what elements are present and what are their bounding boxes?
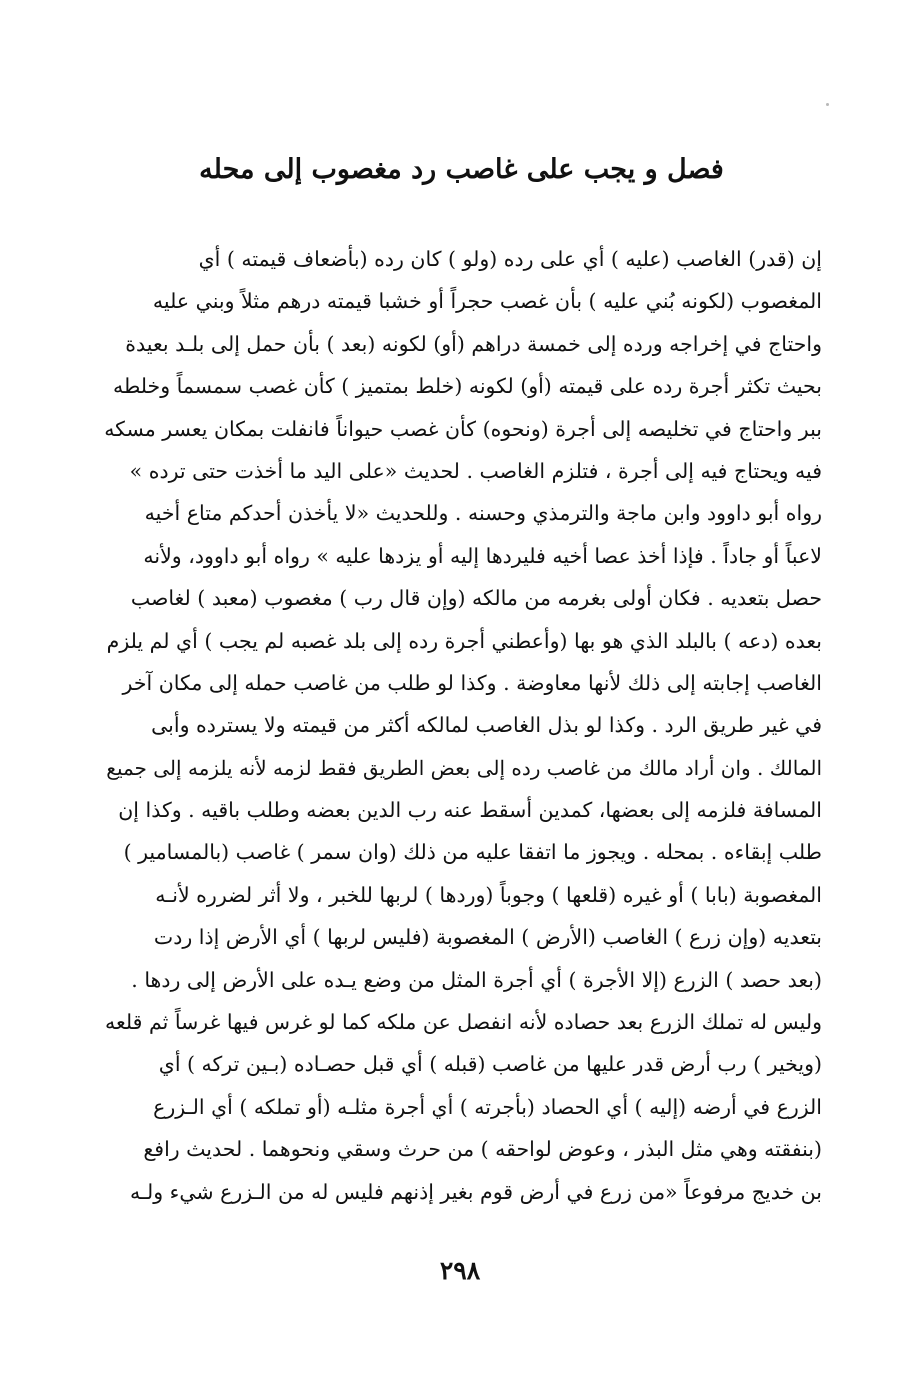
text-line: وليس له تملك الزرع بعد حصاده لأنه انفصل عن ملكه كما لو غرس فيها غرساً ثم قلعه [105,1010,822,1035]
text-line: في غير طريق الرد . وكذا لو بذل الغاصب لمالكه أكثر من قيمته ولا يسترده وأبى [151,713,822,738]
text-line: لاعباً أو جاداً . فإذا أخذ عصا أخيه فليردها إليه أو يزدها عليه » رواه أبو داوود، ولأنه [143,543,822,568]
text-line: بتعديه (وإن زرع ) الغاصب (الأرض ) المغصوبة (فليس لربها ) أي الأرض إذا ردت [153,925,822,950]
text-line: بحيث تكثر أجرة رده على قيمته (أو) لكونه (خلط بمتميز ) كأن غصب سمسماً وخلطه [112,374,822,399]
section-heading: فصل و يجب على غاصب رد مغصوب إلى محله [199,154,724,185]
text-line: (ويخير ) رب أرض قدر عليها من غاصب (قبله ) أي قبل حصـاده (بـين تركه ) أي [158,1052,822,1077]
text-line: (بعد حصد ) الزرع (إلا الأجرة ) أي أجرة المثل من وضع يـده على الأرض إلى ردها . [131,967,822,992]
text-line: طلب إبقاءه . بمحله . ويجوز ما اتفقا عليه من ذلك (وان سمر ) غاصب (بالمسامير ) [123,840,822,865]
text-line: إن (قدر) الغاصب (عليه ) أي على رده (ولو ) كان رده (بأضعاف قيمته ) أي [198,247,822,271]
page-number: ٢٩٨ [439,1256,481,1285]
text-line: المسافة فلزمه إلى بعضها، كمدين أسقط عنه رب الدين بعضه وطلب باقيه . وكذا إن [118,798,822,823]
text-line: المغصوبة (بابا ) أو غيره (قلعها ) وجوباً (وردها ) لربها للخبر ، ولا أثر لضرره لأنـه [155,882,822,907]
text-line: ببر واحتاج في تخليصه إلى أجرة (ونحوه) كأن غصب حيواناً فانفلت بمكان يعسر مسكه [104,416,822,441]
text-line: المالك . وان أراد مالك من غاصب رده إلى بعض الطريق فقط لزمه لأنه يلزمه إلى جميع [106,755,822,780]
text-line: بن خديج مرفوعاً «من زرع في أرض قوم بغير إذنهم فليس له من الـزرع شيء ولـه [130,1179,822,1204]
text-line: واحتاج في إخراجه ورده إلى خمسة دراهم (أو) لكونه (بعد ) بأن حمل إلى بلـد بعيدة [125,331,822,356]
text-line: (بنفقته وهي مثل البذر ، وعوض لواحقه ) من حرث وسقي ونحوهما . لحديث رافع [143,1137,822,1162]
text-line: الزرع في أرضه (إليه ) أي الحصاد (بأجرته ) أي أجرة مثلـه (أو تملكه ) أي الـزرع [153,1094,822,1119]
paper-speck [826,103,829,106]
text-line: حصل بتعديه . فكان أولى بغرمه من مالكه (وإن قال رب ) مغصوب (معبد ) لغاصب [130,586,822,611]
text-line: المغصوب (لكونه بُني عليه ) بأن غصب حجراً أو خشبا قيمته درهم مثلاً وبني عليه [152,289,822,314]
text-line: رواه أبو داوود وابن ماجة والترمذي وحسنه . وللحديث «لا يأخذن أحدكم متاع أخيه [144,501,822,526]
text-line: الغاصب إجابته إلى ذلك لأنها معاوضة . وكذا لو طلب من غاصب حمله إلى مكان آخر [122,670,822,695]
text-line: فيه ويحتاج فيه إلى أجرة ، فتلزم الغاصب . لحديث «على اليد ما أخذت حتى ترده » [129,458,822,483]
text-line: بعده (دعه ) بالبلد الذي هو بها (وأعطني أجرة رده إلى بلد غصبه لم يجب ) أي لم يلزم [106,628,822,653]
body-paragraph [94,238,822,1213]
